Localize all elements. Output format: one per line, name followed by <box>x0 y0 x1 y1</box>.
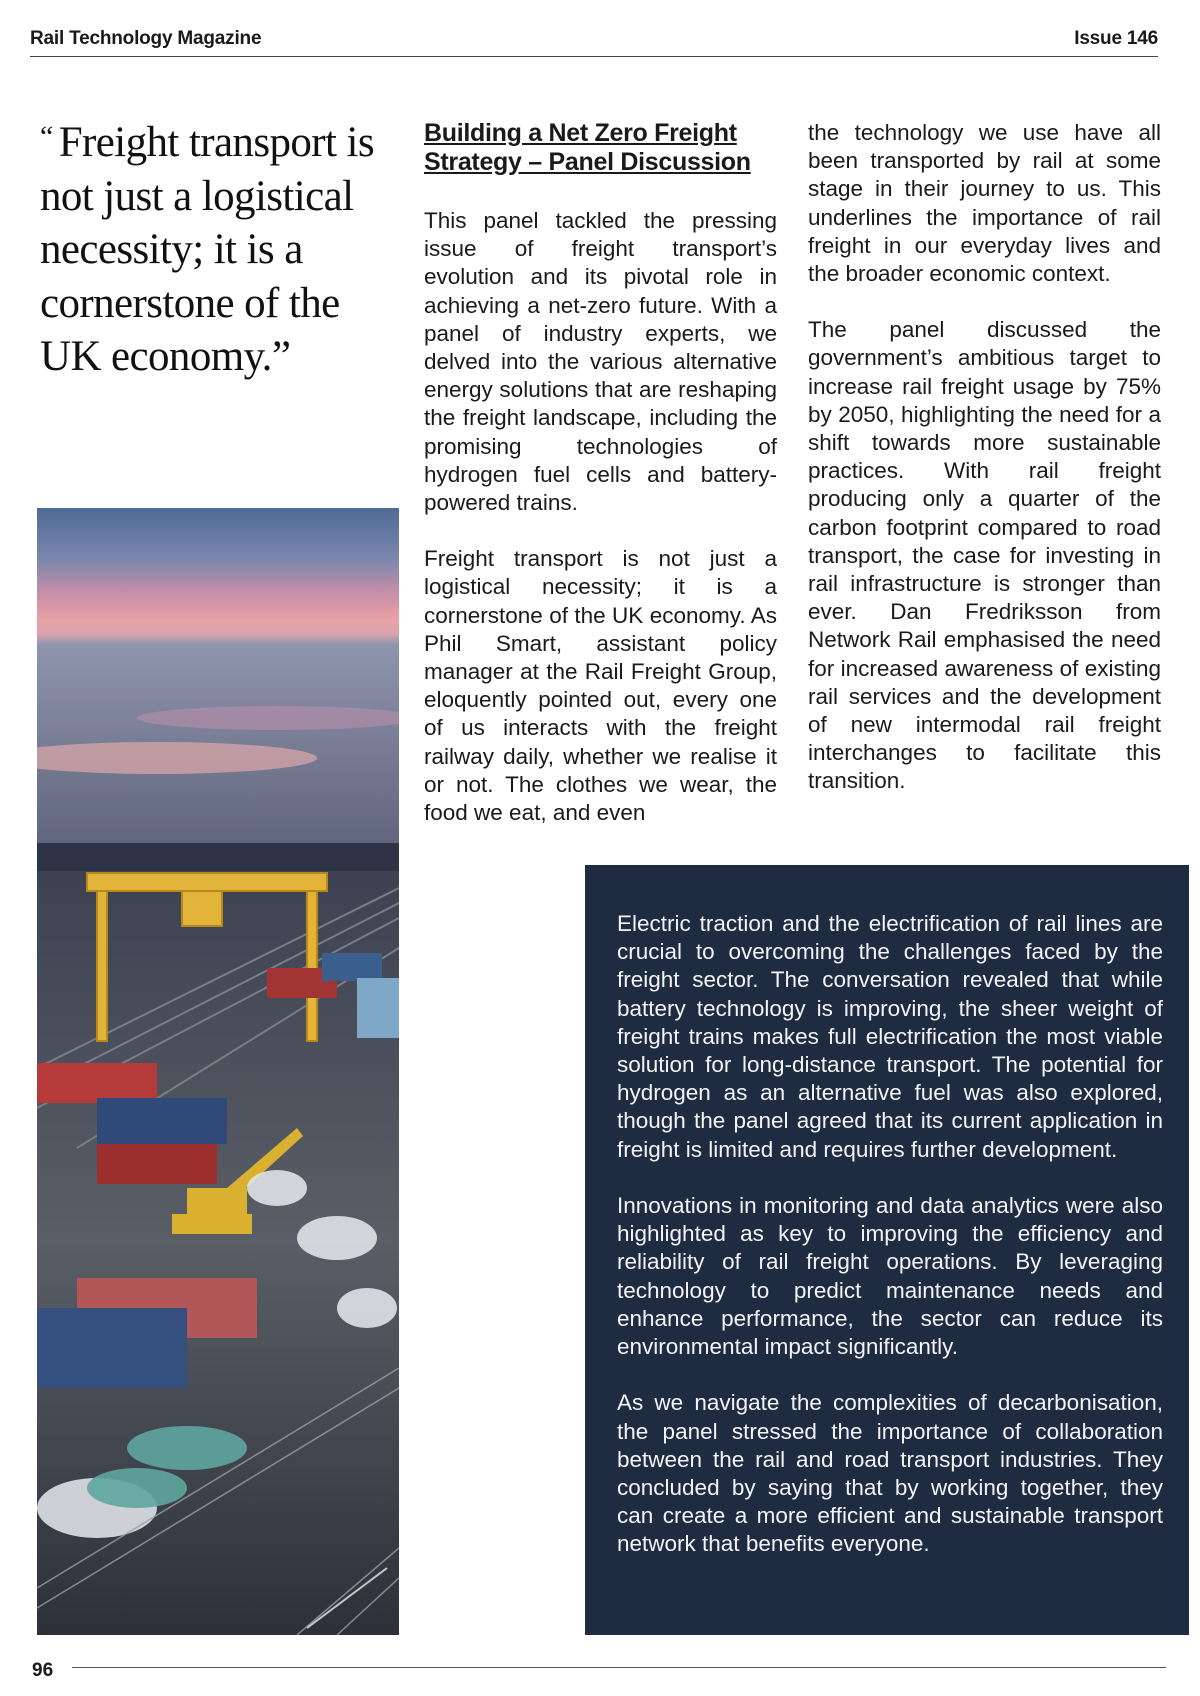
freight-terminal-illustration <box>37 508 399 1635</box>
article-column-2 <box>808 119 1161 824</box>
highlight-box-text <box>617 910 1163 1587</box>
box-paragraph: As we navigate the complexities of decarbonisation, the panel stressed the importance of collaboration between the rail and road transport industries. They concluded by saying that by working together, they can create a more efficient and sustainable transport network that benefits everyone. <box>617 1390 1163 1557</box>
pull-quote <box>40 110 385 384</box>
article-column-1 <box>424 119 777 855</box>
open-quote-mark: “ <box>40 120 53 153</box>
article-paragraph: The panel discussed the government’s ambitious target to increase rail freight usage by 75% by 2050, highlighting the need for a shift towards more sustainable practices. With rail freight producing only a quarter of the carbon footprint compared to road transport, the case for investing in rail infrastructure is stronger than ever. Dan Fredriksson from Network Rail emphasised the need for increased awareness of existing rail services and the development of new intermodal rail freight interchanges to facilitate this transition. <box>808 317 1161 794</box>
box-paragraph: Innovations in monitoring and data analytics were also highlighted as key to improving the efficiency and reliability of rail freight operations. By leveraging technology to predict maintenance needs and enhance performance, the sector can reduce its environmental impact significantly. <box>617 1193 1163 1360</box>
page-header <box>30 28 1158 57</box>
box-paragraph: Electric traction and the electrification of rail lines are crucial to overcoming the challenges faced by the freight sector. The conversation revealed that while battery technology is improving, the sheer weight of freight trains makes full electrification the most viable solution for long-distance transport. The potential for hydrogen as an alternative fuel was also explored, though the panel agreed that its current application in freight is limited and requires further development. <box>617 911 1163 1162</box>
footer-rule <box>72 1667 1166 1668</box>
article-headline: Building a Net Zero Freight Strategy – Panel Discussion <box>424 119 751 176</box>
freight-terminal-photo <box>37 508 399 1635</box>
magazine-title: Rail Technology Magazine <box>30 28 262 49</box>
page-number: 96 <box>32 1660 54 1681</box>
article-paragraph: Freight transport is not just a logistical necessity; it is a cornerstone of the UK economy. As Phil Smart, assistant policy manager at the Rail Freight Group, eloquently pointed out, every one of us interacts with the freight railway daily, whether we realise it or not. The clothes we wear, the food we eat, and even <box>424 546 777 826</box>
issue-number: Issue 146 <box>1074 28 1158 49</box>
article-paragraph: This panel tackled the pressing issue of freight transport’s evolution and its pivotal role in achieving a net-zero future. With a panel of industry experts, we delved into the various alternative energy solutions that are reshaping the freight landscape, including the promising technologies of hydrogen fuel cells and battery-powered trains. <box>424 208 777 516</box>
article-paragraph: the technology we use have all been transported by rail at some stage in their journey to us. This underlines the importance of rail freight in our everyday lives and the broader economic context. <box>808 120 1161 287</box>
pull-quote-text: Freight transport is not just a logistical necessity; it is a cornerstone of the UK economy.” <box>40 119 374 380</box>
